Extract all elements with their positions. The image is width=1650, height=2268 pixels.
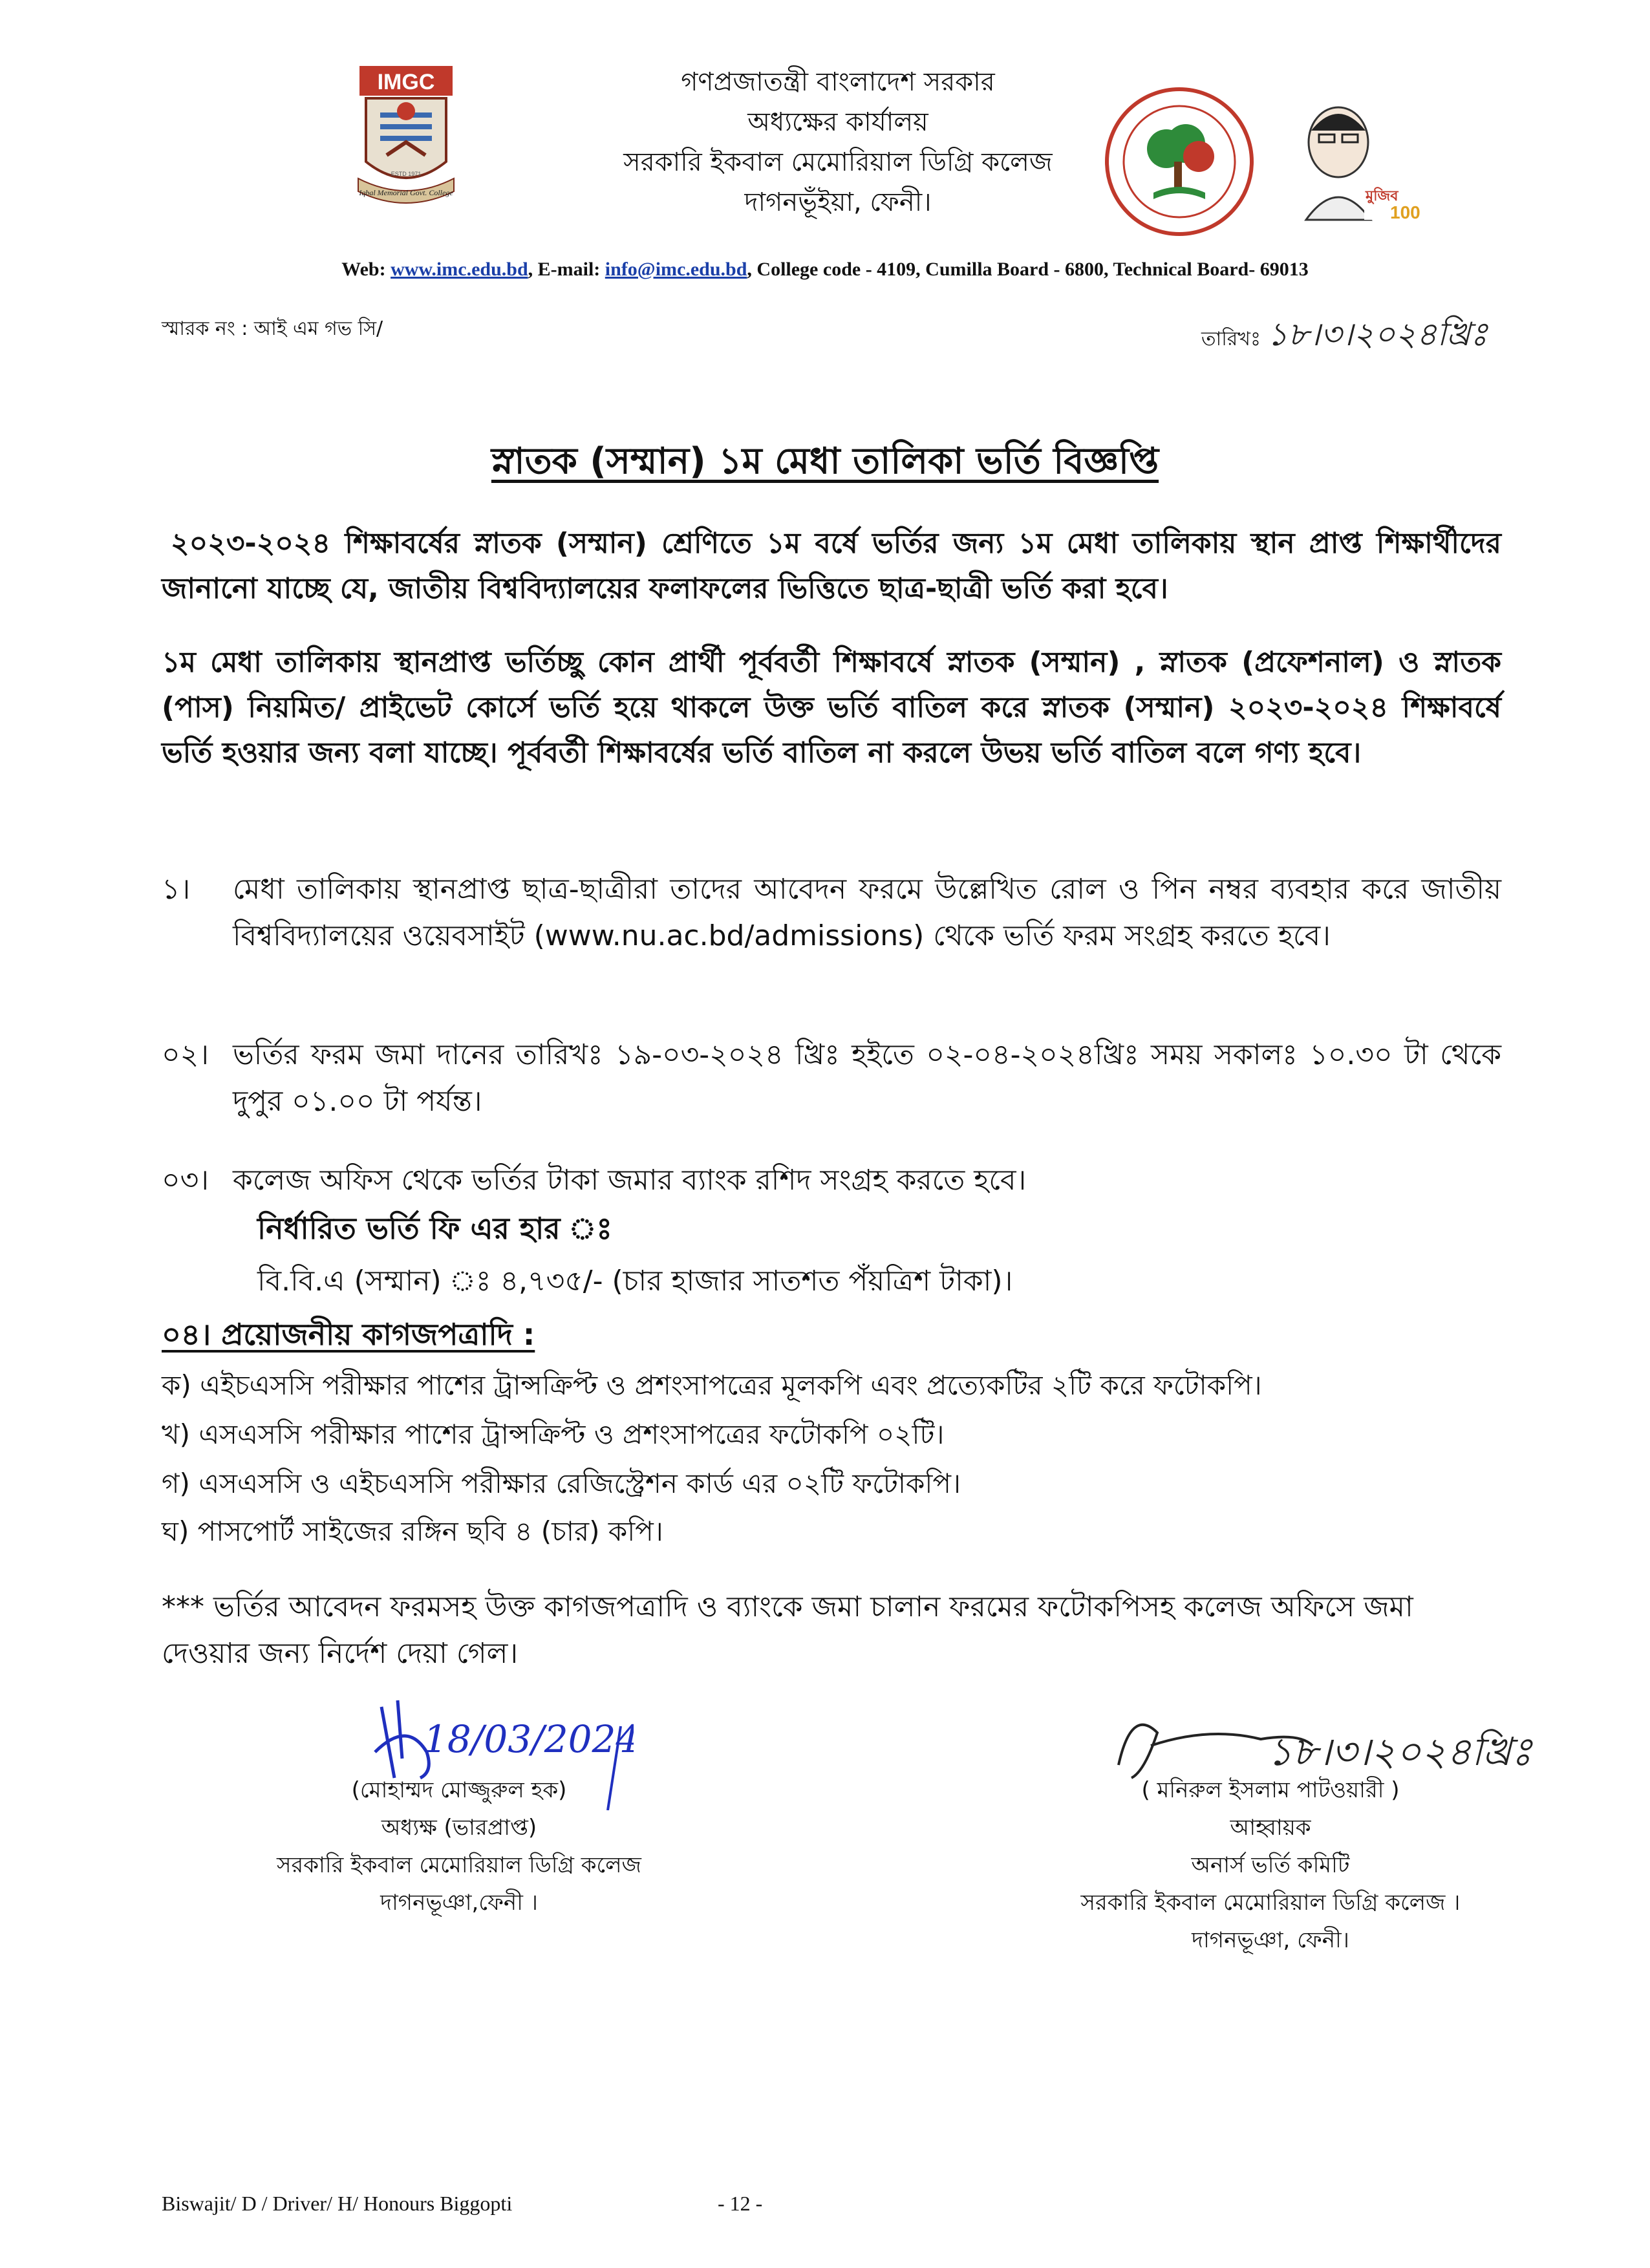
mujib-centenary-logo [1293, 97, 1422, 226]
instruction-item [162, 866, 1501, 959]
svg-text:১৮।৩।২০২৪খ্রিঃ: ১৮।৩।২০২৪খ্রিঃ [1267, 1729, 1532, 1775]
contact-line [0, 259, 1650, 281]
document-item: গ) এসএসসি ও এইচএসসি পরীক্ষার রেজিস্ট্রেশন কার্ড এর ০২টি ফটোকপি। [162, 1468, 961, 1499]
notice-title-text: স্নাতক (সম্মান) ১ম মেধা তালিকা ভর্তি বিজ্ঞপ্তি [491, 440, 1159, 482]
svg-text:Iqbal Memorial Govt. College: Iqbal Memorial Govt. College [359, 188, 453, 197]
documents-heading [162, 1312, 535, 1362]
convener-committee: অনার্স ভর্তি কমিটি [1191, 1852, 1350, 1878]
college-name-line: সরকারি ইকবাল মেমোরিয়াল ডিগ্রি কলেজ [623, 147, 1053, 177]
paragraph-intro: ২০২৩-২০২৪ শিক্ষাবর্ষের স্নাতক (সম্মান) শ্রেণিতে ১ম বর্ষে ভর্তির জন্য ১ম মেধা তালিকায় স্থান প্রাপ্ত শিক্ষার্থীদের জানানো যাচ্ছে যে, জাতীয় বিশ্ববিদ্যালয়ের ফলাফলের ভিত্তিতে ছাত্র-ছাত্রী ভর্তি করা হবে। [162, 527, 1501, 605]
date-label: তারিখঃ [1201, 328, 1261, 350]
instruction-item [162, 1157, 1501, 1204]
email-link[interactable]: info@imc.edu.bd [605, 259, 747, 280]
principal-location: দাগনভূঞা,ফেনী । [380, 1890, 538, 1916]
document-item: ক) এইচএসসি পরীক্ষার পাশের ট্রান্সক্রিপ্ট ও প্রশংসাপত্রের মূলকপি এবং প্রত্যেকটির ২টি করে ফটোকপি। [162, 1369, 1262, 1401]
svg-text:18/03/2024: 18/03/2024 [423, 1717, 634, 1761]
memo-number: স্মারক নং : আই এম গভ সি/ [162, 317, 383, 340]
item-text: মেধা তালিকায় স্থানপ্রাপ্ত ছাত্র-ছাত্রীরা তাদের আবেদন ফরমে উল্লেখিত রোল ও পিন নম্বর ব্যবহার করে জাতীয় বিশ্ববিদ্যালয়ের ওয়েবসাইট (www.nu.ac.bd/admissions) থেকে ভর্তি ফরম সংগ্রহ করতে হবে। [233, 873, 1501, 952]
svg-text:মুজিব: মুজিব [1366, 188, 1398, 204]
convener-location: দাগনভূঞা, ফেনী। [1192, 1927, 1349, 1953]
location-line: দাগনভূঁইয়া, ফেনী। [744, 187, 932, 217]
govt-line: গণপ্রজাতন্ত্রী বাংলাদেশ সরকার [681, 67, 995, 97]
paragraph-cancellation: ১ম মেধা তালিকায় স্থানপ্রাপ্ত ভর্তিচ্ছু কোন প্রার্থী পূর্ববর্তী শিক্ষাবর্ষে স্নাতক (সম্মান) , স্নাতক (প্রফেশনাল) ও স্নাতক (পাস) নিয়মিত/ প্রাইভেট কোর্সে ভর্তি হয়ে থাকলে উক্ত ভর্তি বাতিল করে স্নাতক (সম্মান) ২০২৩-২০২৪ শিক্ষাবর্ষে ভর্তি হওয়ার জন্য বলা যাচ্ছে। পূর্ববর্তী শিক্ষাবর্ষের ভর্তি বাতিল না করলে উভয় ভর্তি বাতিল বলে গণ্য হবে। [162, 646, 1501, 769]
svg-text:100: 100 [1390, 202, 1420, 222]
office-line: অধ্যক্ষের কার্যালয় [747, 107, 928, 137]
item-number: ১। [162, 873, 191, 906]
principal-details [220, 1771, 698, 1921]
submission-note: *** ভর্তির আবেদন ফরমসহ উক্ত কাগজপত্রাদি ও ব্যাংকে জমা চালান ফরমের ফটোকপিসহ কলেজ অফিসে জমা দেওয়ার জন্য নির্দেশ দেয়া গেল। [162, 1590, 1413, 1670]
item-number: ০২। [162, 1038, 209, 1071]
principal-college: সরকারি ইকবাল মেমোরিয়াল ডিগ্রি কলেজ [277, 1852, 641, 1878]
convener-designation: আহ্বায়ক [1230, 1815, 1311, 1841]
documents-heading-text: ০৪। প্রয়োজনীয় কাগজপত্রাদি : [162, 1317, 535, 1352]
email-label: , E-mail: [528, 259, 605, 280]
education-seal [1102, 84, 1257, 239]
convener-name: ( মনিরুল ইসলাম পাটওয়ারী ) [1141, 1777, 1400, 1803]
website-link[interactable]: www.imc.edu.bd [391, 259, 528, 280]
item-text: কলেজ অফিস থেকে ভর্তির টাকা জমার ব্যাংক রশিদ সংগ্রহ করতে হবে। [233, 1164, 1027, 1197]
document-item: ঘ) পাসপোর্ট সাইজের রঙ্গিন ছবি ৪ (চার) কপি। [162, 1515, 663, 1547]
principal-name: (মোহাম্মদ মোজ্জুরুল হক) [351, 1777, 567, 1803]
handwritten-date: ১৮।৩।২০২৪খ্রিঃ [1267, 316, 1488, 353]
svg-text:IMGC: IMGC [377, 70, 435, 94]
date-field [1201, 310, 1488, 364]
principal-designation: অধ্যক্ষ (ভারপ্রাপ্ত) [381, 1815, 537, 1841]
item-number: ০৩। [162, 1164, 209, 1197]
web-label: Web: [341, 259, 391, 280]
footer-reference: Biswajit/ D / Driver/ H/ Honours Biggopti [162, 2192, 513, 2215]
instruction-item [162, 1032, 1501, 1125]
svg-text:ESTD 1971: ESTD 1971 [391, 171, 422, 177]
document-item: খ) এসএসসি পরীক্ষার পাশের ট্রান্সক্রিপ্ট ও প্রশংসাপত্রের ফটোকপি ০২টি। [162, 1418, 945, 1450]
notice-title [0, 433, 1650, 494]
fee-heading: নির্ধারিত ভর্তি ফি এর হার ঃ [257, 1211, 612, 1246]
convener-college: সরকারি ইকবাল মেমোরিয়াল ডিগ্রি কলেজ । [1080, 1890, 1461, 1916]
college-codes: , College code - 4109, Cumilla Board - 6800, Technical Board- 69013 [747, 259, 1309, 280]
item-text: ভর্তির ফরম জমা দানের তারিখঃ ১৯-০৩-২০২৪ খ্রিঃ হইতে ০২-০৪-২০২৪খ্রিঃ সময় সকালঃ ১০.৩০ টা থেকে দুপুর ০১.০০ টা পর্যন্ত। [233, 1038, 1501, 1118]
fee-amount: বি.বি.এ (সম্মান) ঃ ৪,৭৩৫/- (চার হাজার সাতশত পঁয়ত্রিশ টাকা)। [257, 1265, 1013, 1298]
convener-details [1022, 1771, 1519, 1959]
page-number: - 12 - [718, 2192, 763, 2215]
